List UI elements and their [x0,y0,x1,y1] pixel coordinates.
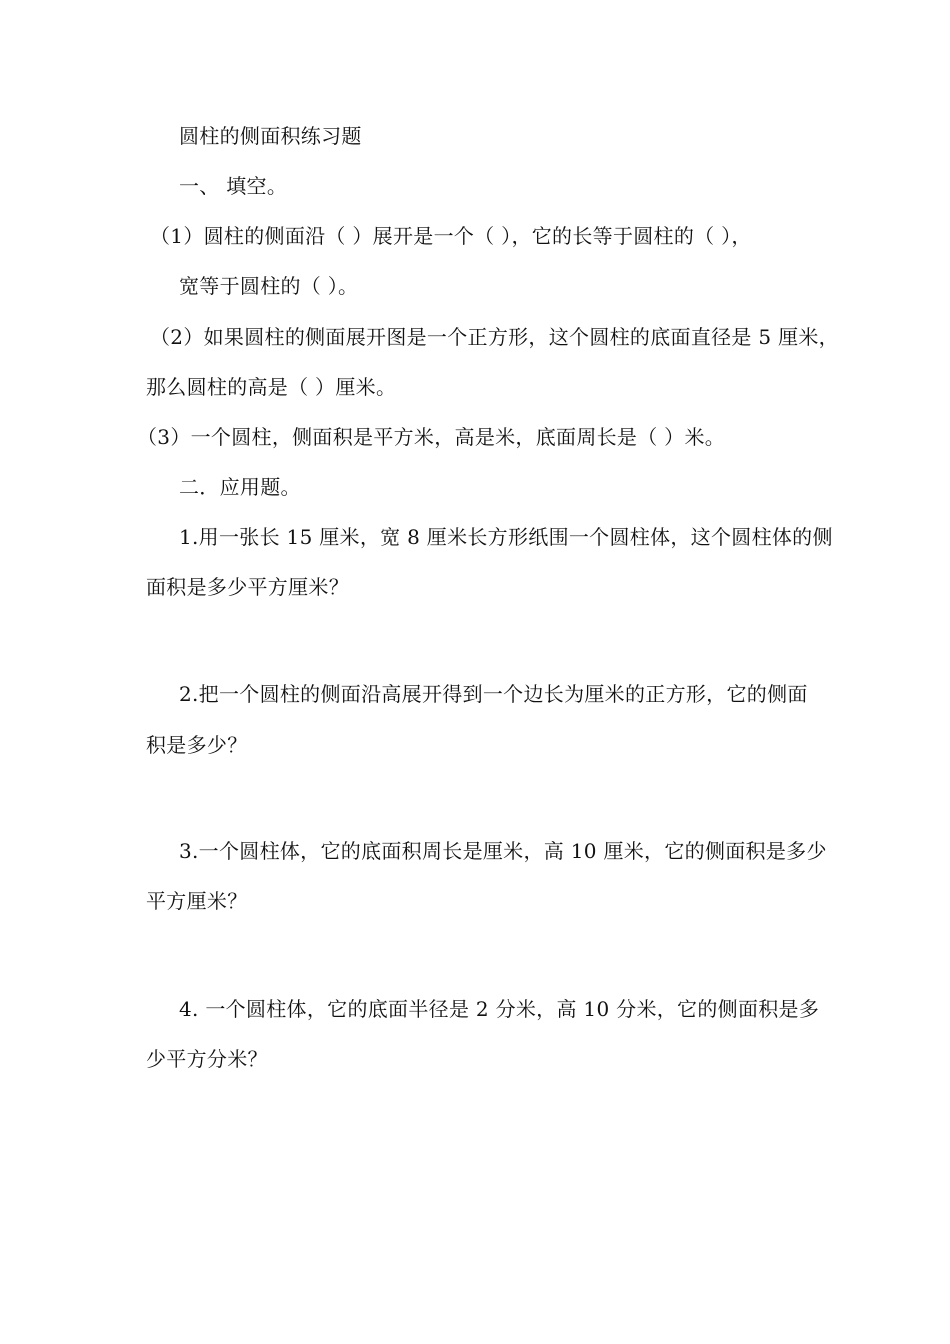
application-question-3-line-1: 3.一个圆柱体，它的底面积周长是厘米，高 10 厘米，它的侧面积是多少 [179,839,827,863]
page-title: 圆柱的侧面积练习题 [179,124,362,148]
application-question-4-line-2: 少平方分米？ [146,1047,268,1071]
fill-question-2-line-2: 那么圆柱的高是（ ）厘米。 [146,375,397,399]
fill-question-1-line-1: （1）圆柱的侧面沿（ ）展开是一个（ ），它的长等于圆柱的（ ）， [150,224,752,248]
application-question-1-line-2: 面积是多少平方厘米？ [146,575,349,599]
section-heading-fill-blank: 一、 填空。 [179,174,288,198]
application-question-3-line-2: 平方厘米？ [146,889,248,913]
section-heading-application: 二．应用题。 [179,475,301,499]
fill-question-2-line-1: （2）如果圆柱的侧面展开图是一个正方形，这个圆柱的底面直径是 5 厘米， [150,325,839,349]
application-question-2-line-2: 积是多少？ [146,733,248,757]
fill-question-3-line-1: （3）一个圆柱，侧面积是平方米，高是米，底面周长是（ ）米。 [137,425,726,449]
application-question-4-line-1: 4. 一个圆柱体，它的底面半径是 2 分米，高 10 分米，它的侧面积是多 [179,997,820,1021]
application-question-1-line-1: 1.用一张长 15 厘米，宽 8 厘米长方形纸围一个圆柱体，这个圆柱体的侧 [179,525,833,549]
application-question-2-line-1: 2.把一个圆柱的侧面沿高展开得到一个边长为厘米的正方形，它的侧面 [179,682,808,706]
fill-question-1-line-2: 宽等于圆柱的（ ）。 [179,274,359,298]
